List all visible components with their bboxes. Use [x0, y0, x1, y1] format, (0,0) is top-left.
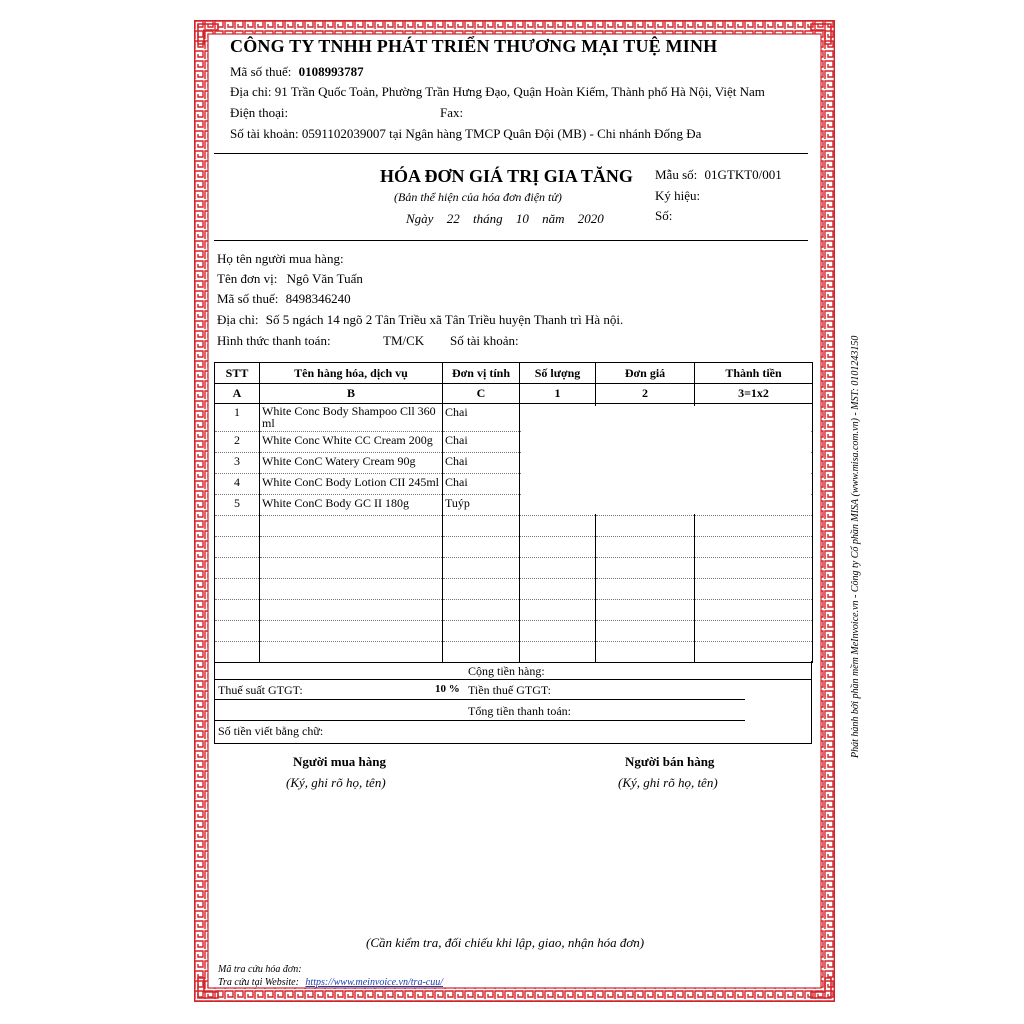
header-item-name: Tên hàng hóa, dịch vụ — [260, 363, 443, 384]
subtotal-label: Cộng tiền hàng: — [468, 664, 545, 678]
row-unit: Chai — [443, 453, 520, 474]
buyer-account-label: Số tài khoản: — [450, 333, 519, 348]
company-address: Địa chỉ: 91 Trần Quốc Toản, Phường Trần Hưng Đạo, Quận Hoàn Kiếm, Thành phố Hà Nội, Việt Nam — [230, 84, 765, 99]
buyer-tax-label: Mã số thuế: — [217, 291, 279, 306]
date-month-label: tháng — [472, 211, 503, 226]
row-unit: Chai — [443, 432, 520, 453]
table-row-empty — [215, 537, 813, 558]
lookup-website-row — [218, 977, 443, 988]
form-value: 01GTKT0/001 — [704, 167, 782, 182]
table-row-empty — [215, 516, 813, 537]
buyer-unit-label: Tên đơn vị: — [217, 271, 278, 286]
row-item-name: White ConC Body Lotion CII 245ml — [260, 474, 443, 495]
company-account: Số tài khoản: 0591102039007 tại Ngân hàng TMCP Quân Đội (MB) - Chi nhánh Đống Đa — [230, 126, 702, 141]
header-quantity: Số lượng — [520, 363, 596, 384]
lookup-website-label: Tra cứu tại Website: — [218, 977, 299, 988]
payment-method-value: TM/CK — [383, 333, 425, 348]
payment-method-label: Hình thức thanh toán: — [217, 333, 331, 348]
buyer-unit-row — [217, 271, 363, 287]
row-stt: 5 — [215, 495, 260, 516]
code-1: 1 — [520, 384, 596, 404]
table-row-empty — [215, 642, 813, 663]
header-amount: Thành tiền — [695, 363, 813, 384]
row-stt: 2 — [215, 432, 260, 453]
invoice-subtitle: (Bản thể hiện của hóa đơn điện tử) — [394, 190, 562, 204]
lookup-code-label: Mã tra cứu hóa đơn: — [218, 964, 302, 975]
company-tax-code: 0108993787 — [298, 64, 364, 79]
buyer-address-row — [217, 312, 623, 328]
totals-box — [214, 661, 812, 744]
invoice-date — [406, 211, 604, 227]
buyer-signature-title: Người mua hàng — [293, 754, 387, 769]
company-fax-label: Fax: — [440, 105, 464, 120]
buyer-tax-row — [217, 291, 351, 307]
invoice-title: HÓA ĐƠN GIÁ TRỊ GIA TĂNG — [380, 166, 633, 186]
row-unit: Tuýp — [443, 495, 520, 516]
buyer-signature-note: (Ký, ghi rõ họ, tên) — [286, 775, 386, 790]
date-year: 2020 — [577, 211, 604, 226]
footer-note: (Cần kiểm tra, đối chiếu khi lập, giao, nhận hóa đơn) — [366, 935, 645, 950]
vat-rate: 10 % — [435, 683, 460, 695]
row-item-name: White ConC Body GC II 180g — [260, 495, 443, 516]
table-row-empty — [215, 621, 813, 642]
buyer-unit-value: Ngô Văn Tuấn — [286, 271, 363, 286]
form-label: Mẫu số: — [655, 167, 698, 182]
row-item-name: White Conc White CC Cream 200g — [260, 432, 443, 453]
code-c: C — [443, 384, 520, 404]
form-number — [655, 167, 782, 183]
grand-total-label: Tổng tiền thanh toán: — [468, 704, 571, 718]
vat-amount-label: Tiền thuế GTGT: — [468, 683, 551, 697]
code-b: B — [260, 384, 443, 404]
header-unit: Đơn vị tính — [443, 363, 520, 384]
header-unit-price: Đơn giá — [596, 363, 695, 384]
symbol-label: Ký hiệu: — [655, 188, 701, 203]
row-item-name: White ConC Watery Cream 90g — [260, 453, 443, 474]
date-month: 10 — [515, 211, 529, 226]
company-tax-row — [230, 64, 364, 80]
header-stt: STT — [215, 363, 260, 384]
row-unit: Chai — [443, 474, 520, 495]
row-stt: 1 — [215, 404, 260, 432]
buyer-tax-value: 8498346240 — [285, 291, 351, 306]
number-label: Số: — [655, 208, 673, 223]
invoice-sheet — [194, 20, 835, 1002]
date-day: 22 — [446, 211, 460, 226]
table-row-empty — [215, 579, 813, 600]
code-a: A — [215, 384, 260, 404]
date-day-label: Ngày — [406, 211, 434, 226]
row-stt: 4 — [215, 474, 260, 495]
row-stt: 3 — [215, 453, 260, 474]
redaction-block — [521, 406, 810, 514]
row-unit: Chai — [443, 404, 520, 432]
company-name: CÔNG TY TNHH PHÁT TRIỂN THƯƠNG MẠI TUỆ MINH — [230, 36, 718, 56]
divider — [214, 153, 808, 154]
lookup-website-link[interactable]: https://www.meinvoice.vn/tra-cuu/ — [305, 977, 443, 988]
company-phone-label: Điện thoại: — [230, 105, 289, 120]
vat-rate-label: Thuế suất GTGT: — [218, 683, 303, 697]
seller-signature-title: Người bán hàng — [625, 754, 715, 769]
amount-in-words-label: Số tiền viết bằng chữ: — [218, 724, 324, 738]
seller-signature-note: (Ký, ghi rõ họ, tên) — [618, 775, 718, 790]
code-3: 3=1x2 — [695, 384, 813, 404]
buyer-name-label: Họ tên người mua hàng: — [217, 251, 344, 266]
date-year-label: năm — [542, 211, 565, 226]
table-row-empty — [215, 558, 813, 579]
code-2: 2 — [596, 384, 695, 404]
company-tax-label: Mã số thuế: — [230, 64, 292, 79]
buyer-address-label: Địa chỉ: — [217, 312, 259, 327]
divider — [214, 240, 808, 241]
table-row-empty — [215, 600, 813, 621]
issuer-side-note: Phát hành bởi phần mềm MeInvoice.vn - Công ty Cổ phần MISA (www.misa.com.vn) - MST: 0101243150 — [850, 335, 861, 758]
buyer-address-value: Số 5 ngách 14 ngõ 2 Tân Triều xã Tân Triều huyện Thanh trì Hà nội. — [265, 312, 624, 327]
row-item-name: White Conc Body Shampoo Cll 360 ml — [260, 404, 443, 432]
